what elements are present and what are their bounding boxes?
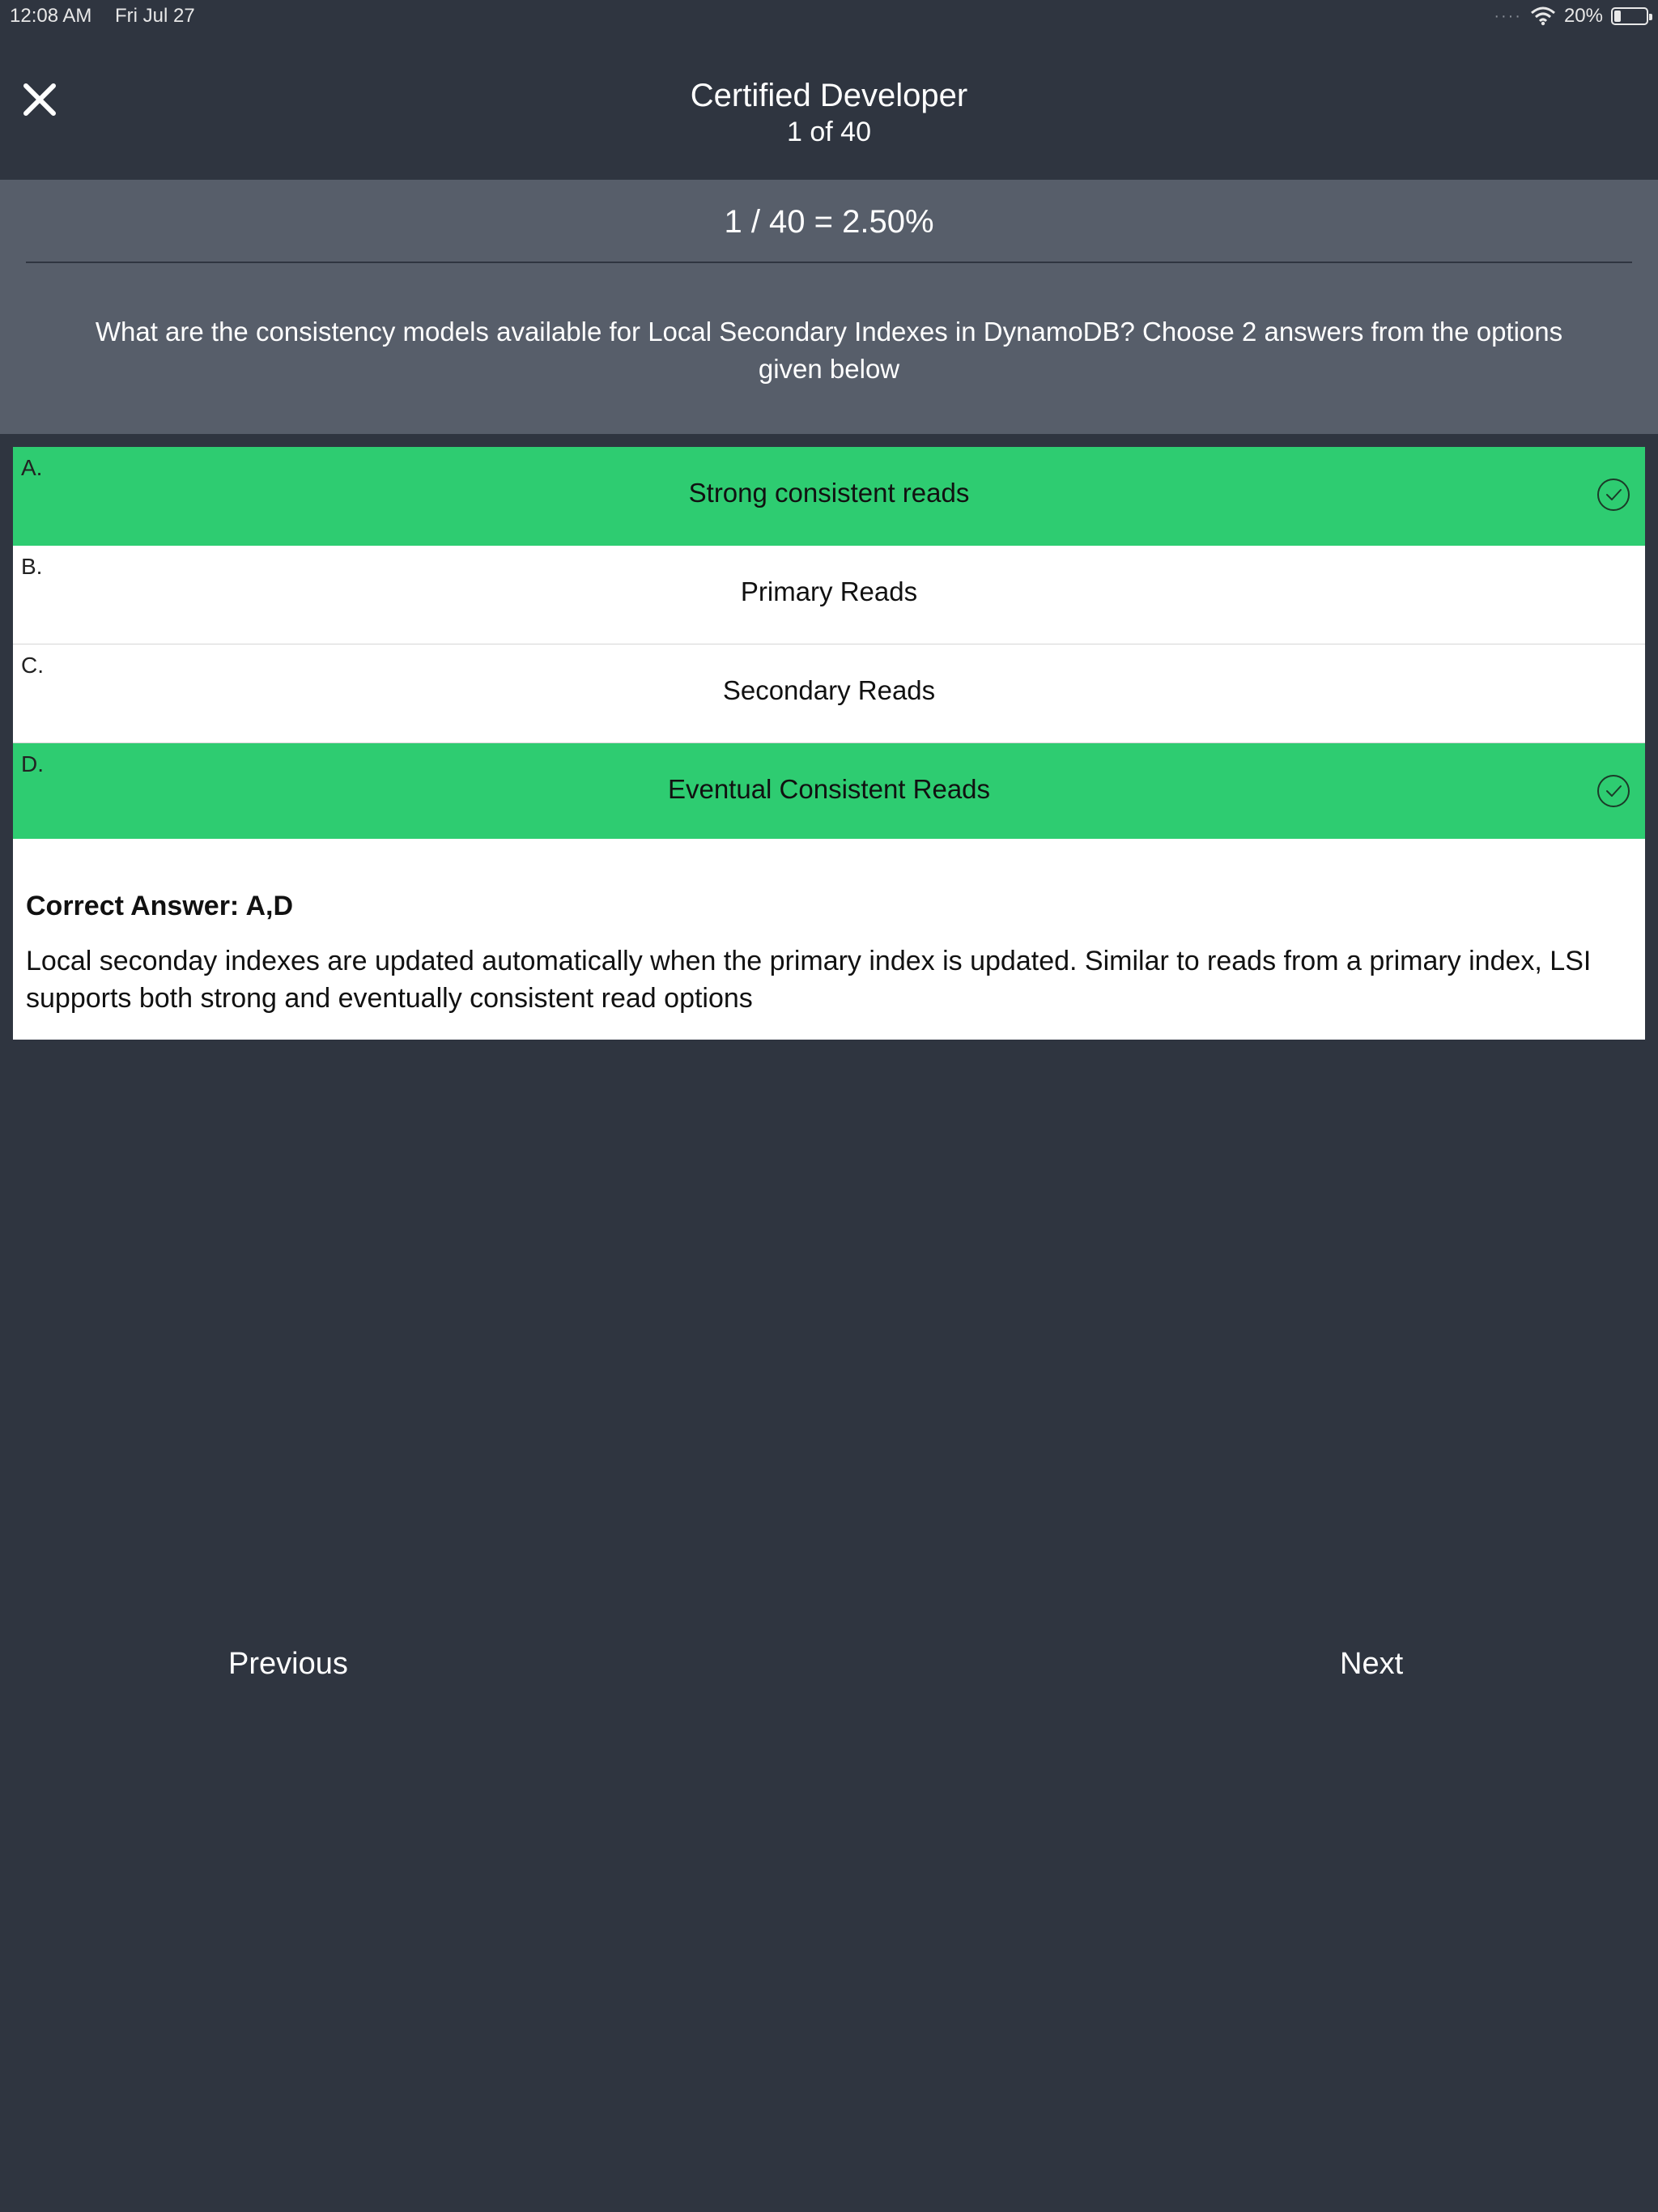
question-text: What are the consistency models available for Local Secondary Indexes in DynamoDB? Choose 2 answers from the options given below <box>95 317 1563 384</box>
answer-option-a[interactable] <box>13 447 1645 546</box>
correct-answer-value: A,D <box>245 891 294 921</box>
next-button[interactable]: Next <box>1340 1647 1404 1681</box>
answer-text: Strong consistent reads <box>688 478 970 508</box>
correct-answer-line <box>26 891 293 922</box>
answer-letter: D. <box>21 751 44 776</box>
progress-text: 1 / 40 = 2.50% <box>724 204 934 240</box>
check-circle-icon <box>1596 774 1630 808</box>
divider <box>26 262 1632 263</box>
answer-letter: B. <box>21 554 43 579</box>
explanation-panel <box>13 839 1645 1040</box>
answer-letter: A. <box>21 455 43 480</box>
wifi-icon <box>1530 6 1556 26</box>
correct-answer-label: Correct Answer: <box>26 891 240 921</box>
question-panel <box>0 180 1658 434</box>
answer-text: Eventual Consistent Reads <box>667 774 991 804</box>
explanation-text: Local seconday indexes are updated automatically when the primary index is updated. Similar to reads from a primary index, LSI supports both strong and eventually consistent read options <box>26 946 1592 1014</box>
answer-list <box>13 447 1645 842</box>
status-bar <box>0 0 1658 32</box>
answer-option-c[interactable] <box>13 644 1645 743</box>
answer-text: Primary Reads <box>740 576 918 606</box>
check-circle-icon <box>1596 478 1630 512</box>
status-time: 12:08 AM <box>10 5 92 27</box>
answer-text: Secondary Reads <box>722 675 936 705</box>
answer-option-d[interactable] <box>13 743 1645 842</box>
battery-icon <box>1611 7 1648 25</box>
battery-fill <box>1614 11 1621 22</box>
question-counter: 1 of 40 <box>787 117 871 147</box>
status-right <box>1494 5 1648 28</box>
page-title: Certified Developer <box>690 78 968 113</box>
answer-letter: C. <box>21 653 44 678</box>
previous-button[interactable]: Previous <box>228 1647 348 1681</box>
status-date: Fri Jul 27 <box>115 5 195 27</box>
answer-option-b[interactable] <box>13 546 1645 644</box>
header <box>0 32 1658 180</box>
signal-dots-icon: ···· <box>1494 6 1522 25</box>
battery-percent: 20% <box>1563 5 1603 27</box>
